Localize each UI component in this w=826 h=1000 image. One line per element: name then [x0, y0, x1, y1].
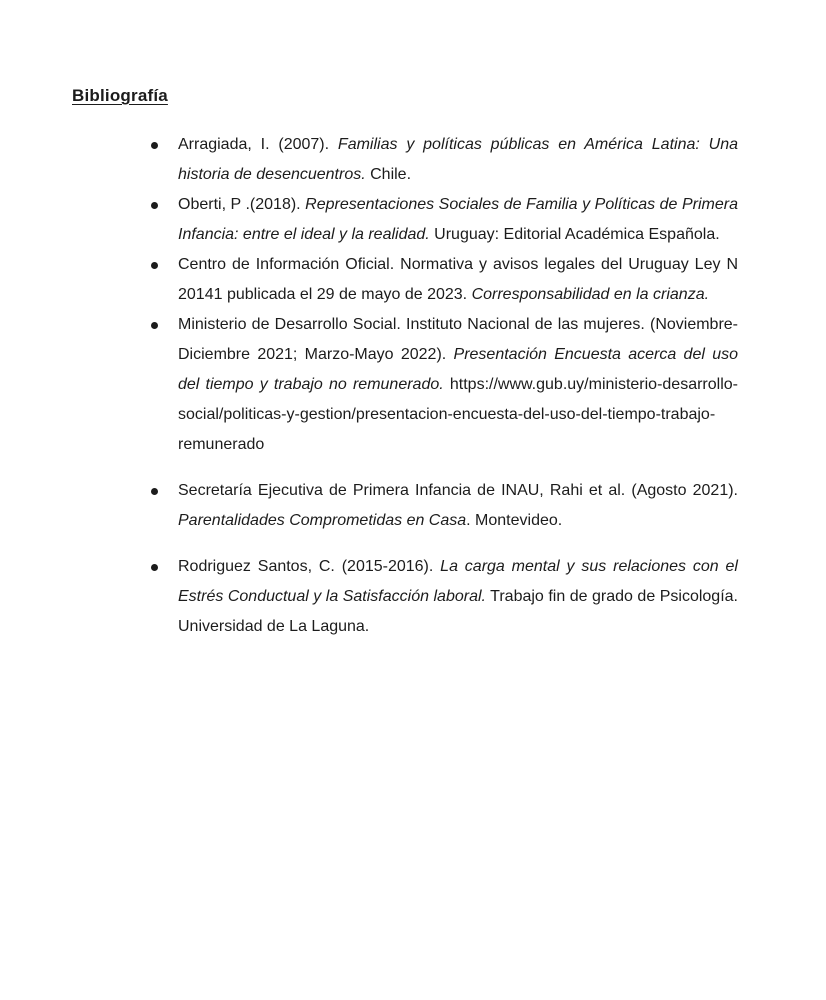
- work-title: La carga mental y sus relaciones con el Estrés Conductual y la Satisfacción laboral.: [178, 558, 738, 605]
- work-title: Corresponsabilidad en la crianza.: [471, 286, 710, 303]
- citation-text: Trabajo fin de grado de Psicología. Universidad de La Laguna.: [178, 588, 738, 635]
- citation-text: Secretaría Ejecutiva de Primera Infancia de INAU, Rahi et al. (Agosto 2021).: [178, 482, 738, 499]
- page-title: Bibliografía: [72, 86, 168, 105]
- bibliography-list: [72, 130, 738, 642]
- work-title: Parentalidades Comprometidas en Casa: [178, 512, 467, 529]
- work-title: Familias y políticas públicas en América Latina: Una historia de desencuentros.: [178, 136, 738, 183]
- citation-text: Centro de Información Oficial. Normativa y avisos legales del Uruguay Ley N 20141 publicada el 29 de mayo de 2023.: [178, 256, 738, 303]
- citation-text: Ministerio de Desarrollo Social. Instituto Nacional de las mujeres. (Noviembre-Diciembre 2021; Marzo-Mayo 2022).: [178, 316, 738, 363]
- citation-text: Chile.: [365, 166, 412, 183]
- work-title: Presentación Encuesta acerca del uso del tiempo y trabajo no remunerado.: [178, 346, 738, 393]
- citation-text: Uruguay: Editorial Académica Española.: [429, 226, 720, 243]
- bibliography-entry: [178, 552, 738, 642]
- work-title: Representaciones Sociales de Familia y Políticas de Primera Infancia: entre el ideal y la realidad.: [178, 196, 738, 243]
- bibliography-entry: [178, 130, 738, 190]
- citation-text: Arragiada, I. (2007).: [178, 136, 338, 153]
- citation-url: https://www.gub.uy/ministerio-desarrollo-social/politicas-y-gestion/presentacion-encuesta-del-uso-del-tiempo-trabajo-remunerado: [178, 376, 738, 453]
- citation-text: Rodriguez Santos, C. (2015-2016).: [178, 558, 441, 575]
- bibliography-entry: [178, 190, 738, 250]
- bibliography-entry: [178, 250, 738, 310]
- bibliography-entry: [178, 476, 738, 536]
- citation-text: . Montevideo.: [466, 512, 563, 529]
- citation-text: Oberti, P .(2018).: [178, 196, 306, 213]
- bibliography-entry: [178, 310, 738, 460]
